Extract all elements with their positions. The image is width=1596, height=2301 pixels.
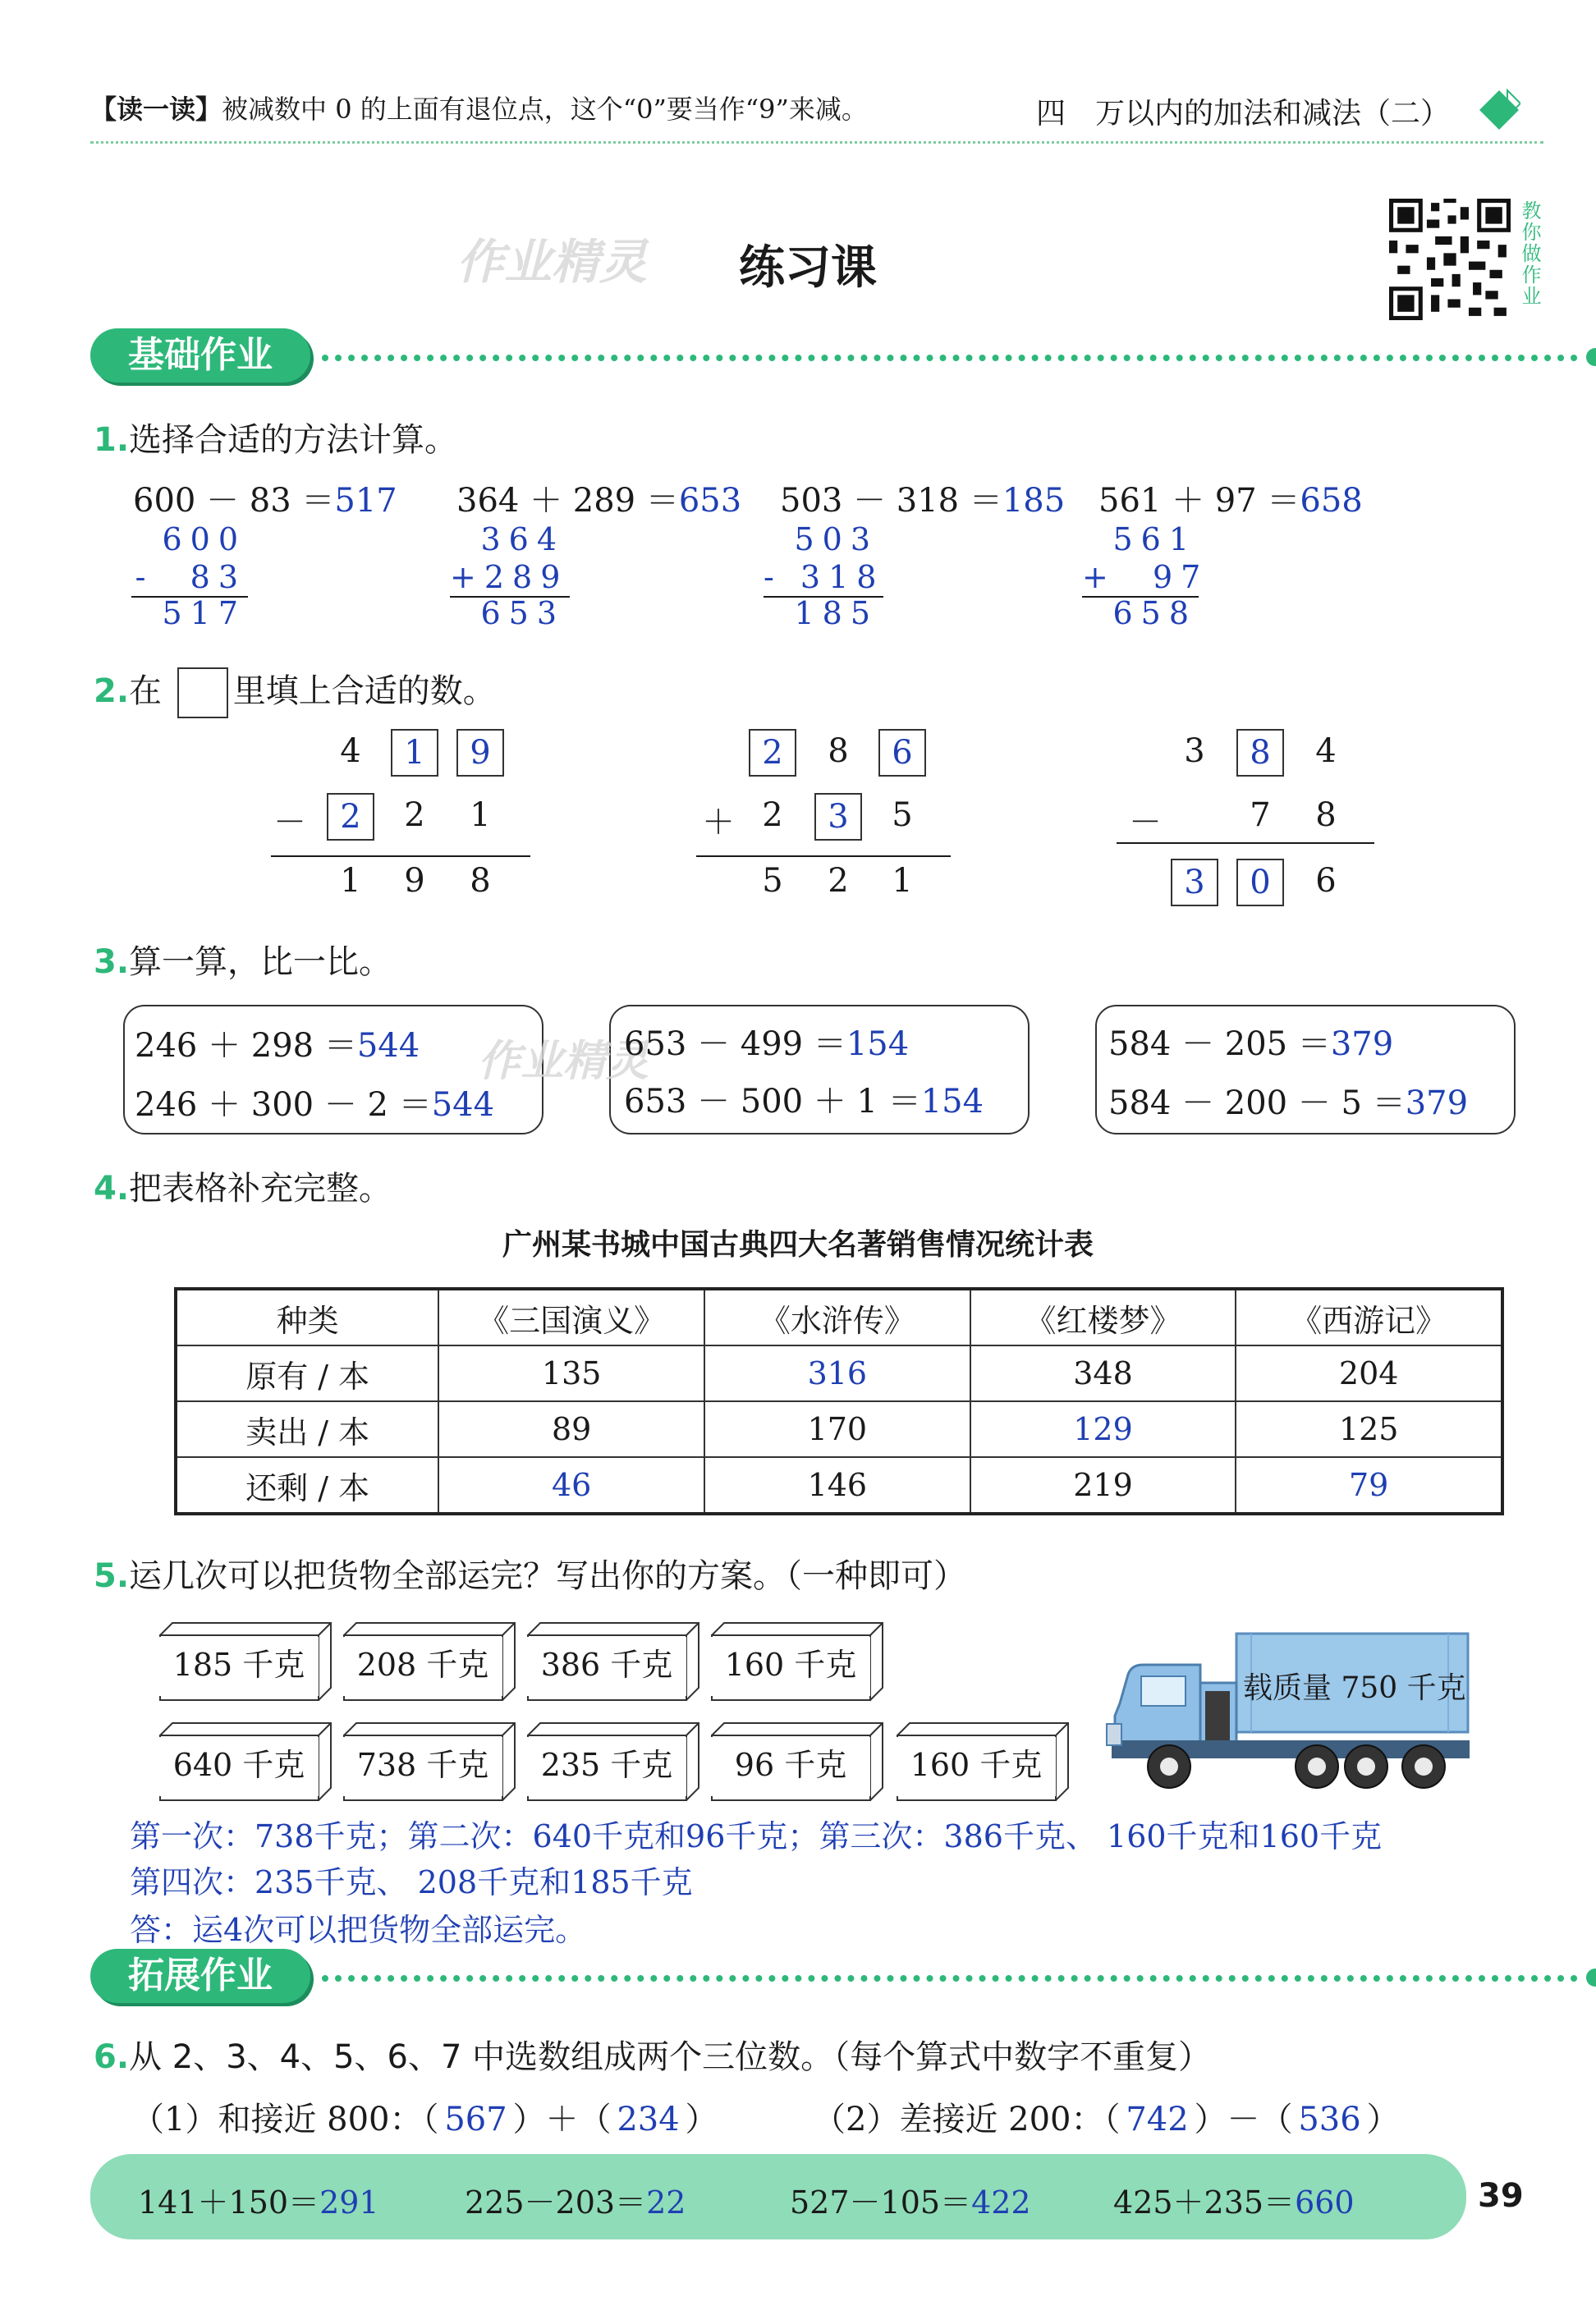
cargo-label: 738 千克 (343, 1737, 502, 1796)
cargo-label: 160 千克 (711, 1637, 870, 1696)
digit: 1 (470, 796, 491, 834)
banner-dots (322, 1975, 1578, 1982)
compare-expr: 653 － 499 ＝ (624, 1025, 846, 1063)
section-label-extended: 拓展作业 (90, 1949, 310, 2003)
question-number: 5. (94, 1557, 130, 1595)
watermark: 作业精灵 (478, 1037, 649, 1086)
table-row (176, 1345, 1502, 1401)
answer-box[interactable]: 3 (814, 793, 862, 841)
digit: 5 (892, 796, 913, 834)
table-cell: 89 (438, 1401, 704, 1457)
q6-part-2 (813, 2093, 1400, 2140)
truck-icon (1103, 1625, 1473, 1806)
compare-expr: 246 ＋ 298 ＝ (135, 1027, 357, 1065)
operator: － (273, 804, 306, 841)
question-number: 2. (94, 672, 130, 710)
page-number: 39 (1478, 2177, 1524, 2215)
digit: 3 (1184, 732, 1205, 770)
digit: 7 (1250, 796, 1271, 834)
q6-answer: 234 (617, 2101, 680, 2138)
cargo-label: 235 千克 (527, 1737, 686, 1796)
q1-vertical-top: 364 (480, 521, 565, 557)
answer-box[interactable]: 0 (1236, 859, 1284, 906)
question-prompt: 从 2、3、4、5、6、7 中选数组成两个三位数。（每个算式中数字不重复） (129, 2038, 1212, 2076)
answer-box[interactable]: 2 (749, 729, 796, 777)
footer-item (138, 2177, 379, 2222)
table-cell-answer: 316 (704, 1345, 970, 1401)
answer-box[interactable]: 9 (456, 729, 504, 777)
question-prompt: 把表格补充完整。 (129, 1170, 392, 1208)
question-1 (94, 414, 457, 461)
question-6 (94, 2031, 1211, 2078)
compare-expr: 653 － 500 ＋ 1 ＝ (624, 1083, 921, 1121)
operator: ＋ (702, 804, 735, 841)
footer-expr: 141＋150＝ (138, 2184, 320, 2221)
q5-answer-line-1: 第一次：738千克；第二次：640千克和96千克；第三次：386千克、 160千克和160千克 (130, 1818, 1383, 1854)
table-row (176, 1401, 1502, 1457)
table-cell-answer: 46 (438, 1457, 704, 1514)
sum-line (1117, 842, 1374, 844)
compare-answer: 154 (846, 1025, 910, 1063)
cargo-label: 386 千克 (527, 1637, 686, 1696)
qr-side-text: 教你做作业 (1518, 200, 1541, 307)
cargo-label: 185 千克 (159, 1637, 319, 1696)
cargo-label: 96 千克 (711, 1737, 870, 1796)
qr-code-icon[interactable] (1389, 199, 1511, 320)
q1-answer: 517 (334, 482, 397, 520)
footer-answer: 660 (1295, 2184, 1355, 2221)
page-title: 练习课 (739, 241, 877, 295)
answer-box[interactable]: 1 (391, 729, 438, 777)
q6-part-label: （1）和接近 800：（ (131, 2101, 439, 2138)
banner-dot-end (1586, 348, 1596, 366)
watermark: 作业精灵 (456, 234, 648, 290)
footer-item (1113, 2177, 1355, 2222)
digit: 2 (762, 796, 783, 834)
footer-expr: 225－203＝ (465, 2184, 647, 2221)
table-row (176, 1457, 1502, 1514)
q1-expr: 600 － 83 ＝ (133, 482, 335, 520)
digit: 1 (340, 862, 361, 900)
q1-vertical-top: 561 (1112, 521, 1197, 557)
reading-tip (90, 89, 868, 126)
q1-vertical-bottom: +289 (450, 559, 569, 595)
compare-answer: 544 (431, 1086, 495, 1124)
cargo-label: 208 千克 (343, 1637, 502, 1696)
cargo-label: 640 千克 (159, 1737, 319, 1796)
q1-vertical-top: 600 (162, 521, 246, 557)
question-prompt-post: 里填上合适的数。 (232, 672, 496, 710)
q1-answer: 653 (678, 482, 742, 520)
cargo-label: 160 千克 (897, 1737, 1056, 1796)
q6-part-label: （2）差接近 200：（ (813, 2101, 1121, 2138)
question-prompt: 选择合适的方法计算。 (129, 421, 458, 459)
compare-answer: 379 (1330, 1025, 1394, 1063)
footer-item (790, 2177, 1031, 2222)
compare-answer: 544 (356, 1027, 420, 1065)
footer-expr: 425＋235＝ (1113, 2184, 1296, 2221)
footer-answer: 422 (971, 2184, 1031, 2221)
digit: 6 (1315, 862, 1337, 900)
q1-answer: 185 (1002, 482, 1066, 520)
digit: 4 (340, 732, 361, 770)
footer-expr: 527－105＝ (790, 2184, 972, 2221)
q1-vertical-top: 503 (794, 521, 878, 557)
question-prompt: 运几次可以把货物全部运完？写出你的方案。（一种即可） (129, 1557, 967, 1595)
answer-box[interactable]: 6 (878, 729, 926, 777)
q6-answer: 567 (444, 2101, 507, 2138)
table-cell: 135 (438, 1345, 704, 1401)
sum-line (271, 855, 530, 857)
question-5 (94, 1550, 966, 1597)
q5-answer-line-3: 答：运4次可以把货物全部运完。 (130, 1912, 587, 1948)
q1-vertical-bottom: - 318 (764, 559, 885, 595)
section-banner-basic (90, 328, 1552, 387)
table-header-row (176, 1289, 1502, 1345)
answer-box[interactable]: 2 (327, 793, 374, 841)
table-cell-answer: 129 (970, 1401, 1236, 1457)
q1-vertical-bottom: - 83 (135, 559, 246, 595)
table-header-cell: 《水浒传》 (704, 1289, 970, 1345)
table-cell: 125 (1236, 1401, 1502, 1457)
table-cell: 348 (970, 1345, 1236, 1401)
banner-dot-end (1586, 1969, 1596, 1987)
q1-vertical-result: 653 (480, 595, 565, 631)
q6-close: ） (685, 2101, 718, 2138)
q6-operator: ）－（ (1194, 2101, 1293, 2138)
truck-capacity-label: 载质量 750 千克 (1243, 1671, 1466, 1705)
blank-box-sample (177, 667, 228, 718)
table-cell: 219 (970, 1457, 1236, 1514)
sum-line (696, 855, 951, 857)
digit: 8 (828, 732, 849, 770)
reading-tip-text: 被减数中 0 的上面有退位点，这个“0”要当作“9”来减。 (222, 94, 868, 125)
footer-item (465, 2177, 686, 2222)
q6-operator: ）＋（ (512, 2101, 612, 2138)
q6-answer: 536 (1298, 2101, 1361, 2138)
digit: 1 (892, 862, 913, 900)
footer-answer: 22 (646, 2184, 686, 2221)
question-3 (94, 936, 392, 983)
question-number: 3. (94, 943, 130, 981)
table-header-cell: 《三国演义》 (438, 1289, 704, 1345)
table-title: 广州某书城中国古典四大名著销售情况统计表 (502, 1228, 1094, 1262)
compare-expr: 246 ＋ 300 － 2 ＝ (135, 1086, 432, 1124)
digit: 2 (404, 796, 425, 834)
question-prompt-pre: 在 (129, 672, 163, 710)
chapter-title: 四 万以内的加法和减法（二） (1036, 97, 1451, 131)
q1-vertical-result: 658 (1112, 595, 1197, 631)
operator: － (1129, 804, 1162, 841)
compare-expr: 584 － 200 － 5 ＝ (1108, 1084, 1406, 1122)
q1-vertical-result: 185 (794, 595, 878, 631)
table-header-cell: 《西游记》 (1236, 1289, 1502, 1345)
answer-box[interactable]: 3 (1171, 859, 1218, 906)
question-prompt: 算一算，比一比。 (129, 943, 392, 981)
question-number: 4. (94, 1170, 130, 1208)
question-number: 1. (94, 421, 130, 459)
q5-answer-line-2: 第四次：235千克、 208千克和185千克 (130, 1864, 693, 1900)
q1-expr: 364 ＋ 289 ＝ (456, 482, 679, 520)
q6-answer: 742 (1126, 2101, 1189, 2138)
banner-dots (322, 355, 1578, 361)
digit: 8 (1315, 796, 1337, 834)
row-label: 卖出 / 本 (176, 1401, 438, 1457)
q1-expr: 503 － 318 ＝ (780, 482, 1002, 520)
question-number: 6. (94, 2038, 130, 2076)
table-cell: 170 (704, 1401, 970, 1457)
table-cell: 204 (1236, 1345, 1502, 1401)
answer-box[interactable]: 8 (1236, 729, 1284, 777)
q6-part-1 (131, 2093, 718, 2140)
q1-answer: 658 (1300, 482, 1363, 520)
digit: 2 (828, 862, 849, 900)
header-divider (90, 141, 1543, 144)
q1-vertical-result: 517 (162, 595, 246, 631)
question-4 (94, 1162, 392, 1209)
table-header-cell: 《红楼梦》 (970, 1289, 1236, 1345)
digit: 9 (404, 862, 425, 900)
q1-vertical-bottom: + 97 (1082, 559, 1209, 595)
table-cell-answer: 79 (1236, 1457, 1502, 1514)
q6-close: ） (1366, 2101, 1400, 2138)
row-label: 原有 / 本 (176, 1345, 438, 1401)
diamond-icon (1478, 89, 1520, 131)
digit: 4 (1315, 732, 1337, 770)
table-header-cell: 种类 (176, 1289, 438, 1345)
reading-tip-tag: 【读一读】 (90, 94, 222, 125)
compare-answer: 154 (920, 1083, 984, 1121)
digit: 5 (762, 862, 783, 900)
table-cell: 146 (704, 1457, 970, 1514)
section-banner-extended (90, 1949, 1552, 2008)
sales-table (174, 1287, 1504, 1515)
question-2 (94, 665, 496, 718)
compare-expr: 584 － 205 ＝ (1108, 1025, 1331, 1063)
footer-answer: 291 (319, 2184, 379, 2221)
digit: 8 (470, 862, 491, 900)
row-label: 还剩 / 本 (176, 1457, 438, 1514)
q1-expr: 561 ＋ 97 ＝ (1098, 482, 1300, 520)
compare-answer: 379 (1405, 1084, 1469, 1122)
section-label-basic: 基础作业 (90, 328, 310, 383)
